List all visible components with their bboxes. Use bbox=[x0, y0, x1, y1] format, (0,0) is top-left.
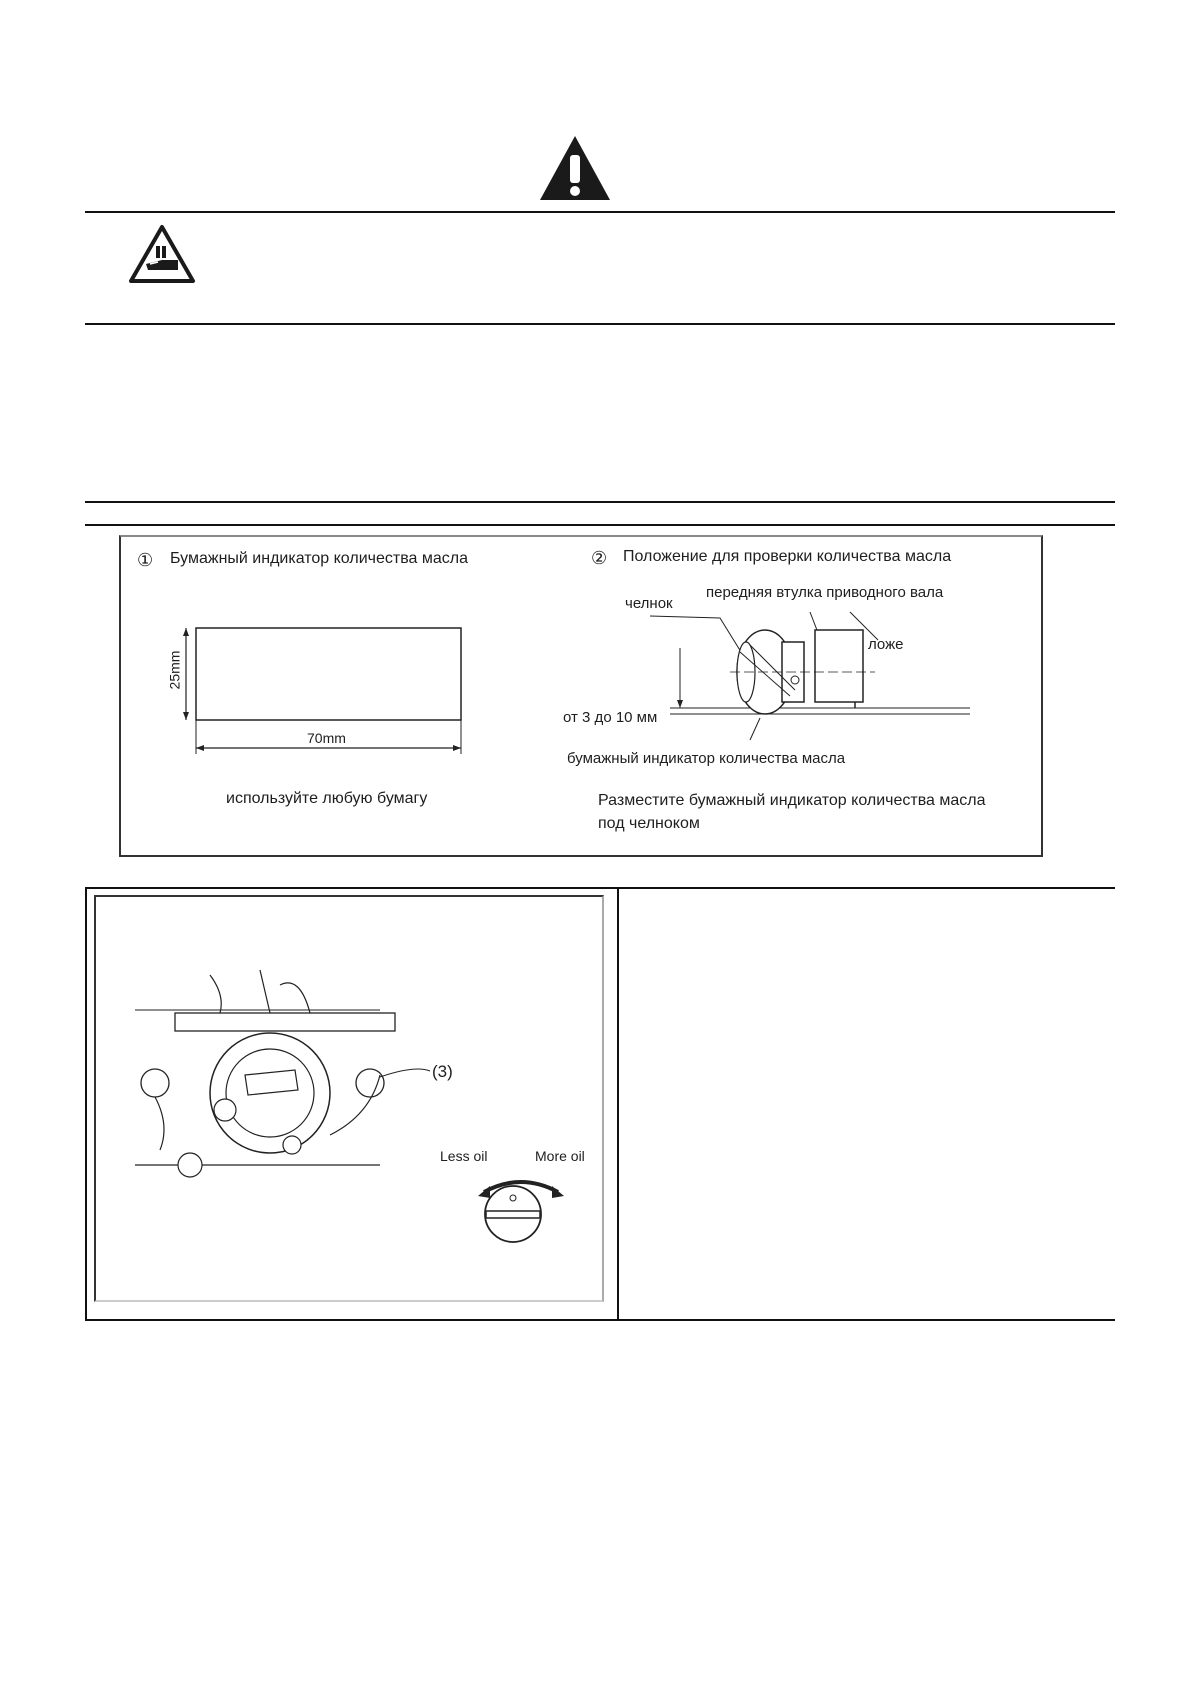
shuttle-label: челнок bbox=[625, 595, 673, 612]
divider-2 bbox=[85, 323, 1115, 325]
figure1-title: Бумажный индикатор количества масла bbox=[170, 550, 468, 567]
figure2-title: Положение для проверки количества масла bbox=[623, 548, 952, 565]
more-oil-label: More oil bbox=[535, 1148, 585, 1164]
table-column-divider bbox=[617, 887, 619, 1321]
bushing-label: передняя втулка приводного вала bbox=[706, 584, 944, 601]
figure2-marker: ② bbox=[591, 548, 608, 568]
figure1-note: используйте любую бумагу bbox=[226, 790, 428, 807]
divider-4 bbox=[85, 524, 1115, 526]
figure1-marker: ① bbox=[137, 550, 154, 570]
distance-label: от 3 до 10 мм bbox=[563, 709, 658, 726]
shuttle-position-drawing bbox=[600, 600, 990, 750]
figure2-note-line2: под челноком bbox=[598, 815, 700, 832]
height-dimension-label: 25mm bbox=[166, 650, 183, 690]
hand-hazard-icon bbox=[128, 224, 196, 284]
width-dimension-label: 70mm bbox=[307, 730, 346, 746]
divider-3 bbox=[85, 501, 1115, 503]
less-oil-label: Less oil bbox=[440, 1148, 488, 1164]
callout-3: (3) bbox=[432, 1062, 453, 1081]
divider-top bbox=[85, 211, 1115, 213]
adjust-screw-icon bbox=[476, 1168, 566, 1248]
warning-triangle-icon bbox=[537, 133, 613, 203]
figure2-note-line1: Разместите бумажный индикатор количества масла bbox=[598, 792, 986, 809]
paper-indicator-label: бумажный индикатор количества масла bbox=[567, 750, 846, 767]
bed-label: ложе bbox=[868, 636, 904, 653]
